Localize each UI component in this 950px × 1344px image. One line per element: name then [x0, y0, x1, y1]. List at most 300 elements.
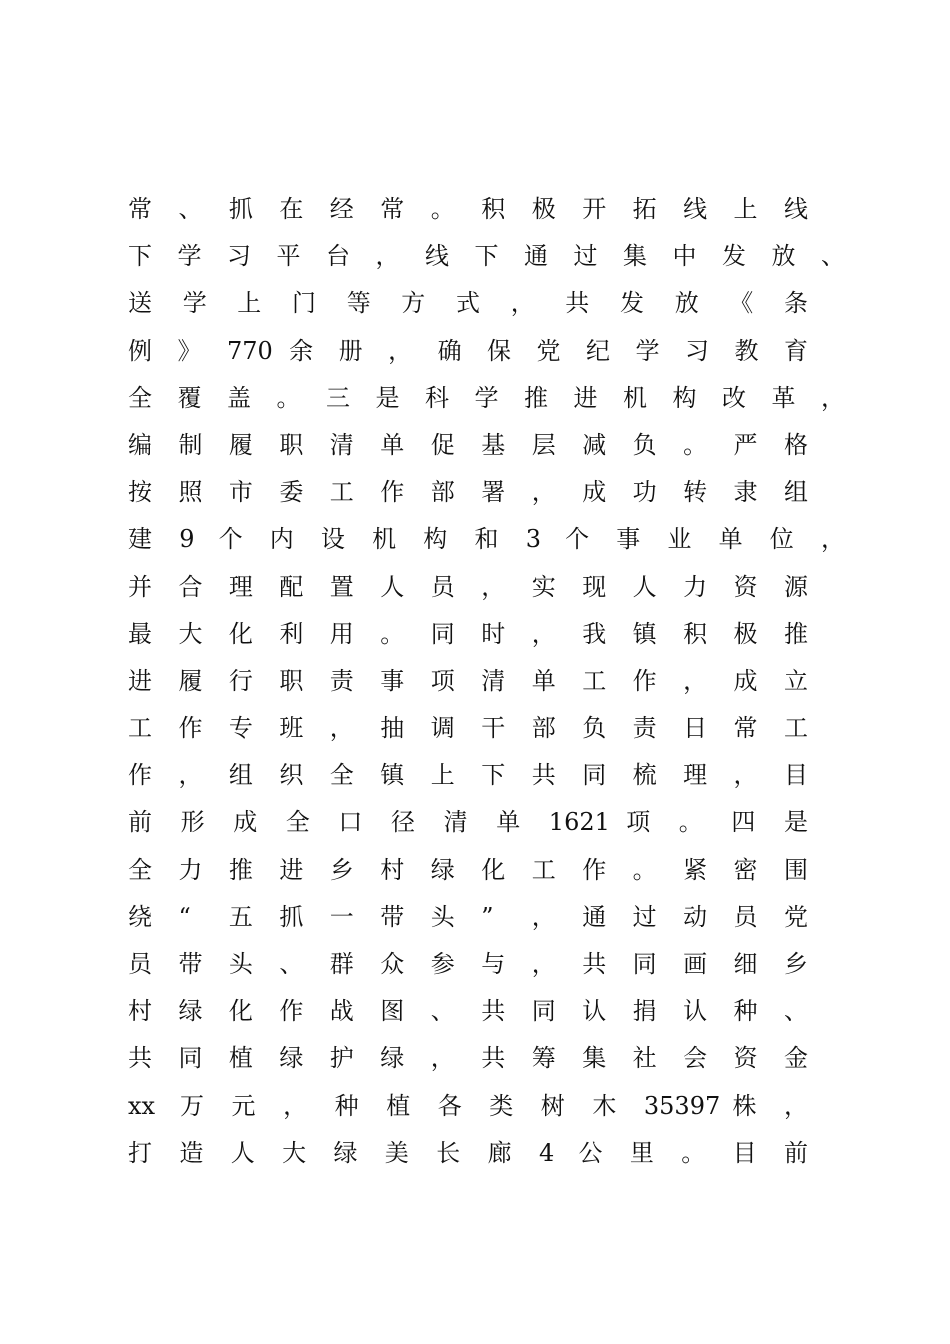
text-token: 促	[430, 430, 455, 459]
text-token: 市	[228, 478, 253, 507]
text-token: 事	[380, 666, 405, 695]
text-token: 。	[430, 195, 455, 223]
text-token: 建	[128, 525, 152, 554]
text-token: 画	[683, 950, 708, 978]
text-token: 长	[436, 1138, 461, 1167]
text-token: 线	[425, 242, 449, 271]
text-token: 与	[481, 950, 506, 978]
text-token: 一	[329, 902, 354, 931]
text-token: 是	[375, 383, 400, 412]
text-token: 社	[632, 1044, 657, 1073]
text-token: 下	[474, 242, 499, 271]
text-token: 组	[228, 761, 253, 790]
text-token: 经	[329, 195, 354, 223]
text-token: 推	[784, 619, 808, 648]
text-token: 密	[733, 855, 758, 884]
text-token: 。	[681, 1138, 706, 1167]
text-token: 等	[346, 289, 371, 318]
text-token: 过	[632, 902, 657, 931]
text-token: 纪	[586, 336, 610, 365]
text-token: 干	[481, 714, 506, 743]
text-token: 廊	[487, 1138, 512, 1167]
text-token: 科	[425, 383, 449, 412]
text-token: 用	[329, 619, 354, 648]
text-token: 员	[733, 902, 758, 931]
text-token: 绿	[430, 855, 455, 884]
text-token: 力	[178, 855, 203, 884]
text-token: 单	[380, 430, 405, 459]
text-token: 作	[582, 855, 607, 884]
text-token: 共	[565, 289, 590, 318]
text-token: 图	[380, 997, 405, 1026]
text-token: 上	[430, 761, 455, 790]
text-token: 共	[582, 950, 607, 978]
text-token: 工	[531, 855, 556, 884]
text-token: 同	[531, 997, 556, 1026]
text-token: 镇	[632, 619, 657, 648]
text-token: 个	[565, 525, 590, 554]
text-token: 战	[329, 997, 354, 1026]
text-token: 资	[733, 572, 758, 601]
text-token: 机	[623, 383, 647, 412]
text-line	[128, 1035, 850, 1082]
text-token: 集	[582, 1044, 607, 1073]
text-token: 职	[279, 666, 304, 695]
text-token: 构	[423, 525, 448, 554]
text-token: 隶	[733, 478, 758, 507]
text-token: ，	[821, 383, 845, 412]
text-token: 推	[228, 855, 253, 884]
text-token: 在	[279, 195, 304, 223]
text-token: 化	[481, 855, 506, 884]
text-token: 前	[784, 1138, 808, 1167]
text-token: 部	[531, 714, 556, 743]
text-token: 3	[525, 525, 541, 554]
text-token: 捐	[632, 997, 657, 1026]
text-token: 村	[128, 997, 152, 1026]
text-token: 是	[784, 808, 808, 837]
text-token: 严	[733, 430, 758, 459]
text-line	[128, 186, 850, 233]
text-token: 单	[496, 808, 521, 837]
text-token: 共	[531, 761, 556, 790]
text-token: 放	[674, 289, 699, 318]
text-token: 党	[784, 902, 808, 931]
text-token: 共	[128, 1044, 152, 1073]
text-line	[128, 564, 850, 611]
text-token: 教	[734, 336, 759, 365]
text-token: 行	[228, 666, 253, 695]
text-token: 学	[635, 336, 660, 365]
text-token: 绿	[178, 997, 203, 1026]
text-token: 习	[685, 336, 709, 365]
text-token: 类	[489, 1091, 514, 1120]
text-token: 负	[632, 430, 657, 459]
text-token: 护	[329, 1044, 354, 1073]
text-token: 常	[733, 714, 758, 743]
text-token: 五	[228, 902, 253, 931]
text-token: 保	[487, 336, 511, 365]
text-token: 人	[380, 572, 405, 601]
text-token: 确	[437, 336, 462, 365]
text-token: 、	[821, 242, 845, 271]
text-token: 现	[582, 572, 607, 601]
text-token: 积	[481, 195, 506, 223]
text-token: ，	[375, 242, 400, 271]
text-token: 组	[784, 478, 808, 507]
text-token: 。	[276, 383, 301, 412]
text-token: 革	[771, 383, 796, 412]
text-token: 。	[380, 619, 405, 648]
text-token: ，	[329, 714, 354, 743]
text-token: 日	[683, 714, 708, 743]
text-token: 抓	[228, 195, 253, 223]
text-token: 万	[180, 1091, 204, 1120]
text-token: 同	[430, 619, 455, 648]
text-token: 单	[718, 525, 743, 554]
text-token: 》	[177, 336, 202, 365]
text-token: 带	[380, 902, 405, 931]
text-line	[128, 988, 850, 1035]
text-token: 盖	[227, 383, 251, 412]
text-token: 同	[178, 1044, 203, 1073]
text-token: 层	[531, 430, 556, 459]
text-token: 学	[177, 242, 202, 271]
text-token: 线	[683, 195, 708, 223]
text-token: 动	[683, 902, 708, 931]
text-token: ，	[821, 525, 845, 554]
text-token: 4	[539, 1138, 555, 1167]
text-token: 清	[443, 808, 468, 837]
text-token: 员	[430, 572, 455, 601]
text-token: 发	[620, 289, 644, 318]
text-token: 育	[784, 336, 808, 365]
text-token: 植	[386, 1091, 411, 1120]
text-token: 集	[623, 242, 647, 271]
text-token: 770	[227, 336, 273, 365]
text-line	[128, 469, 850, 516]
text-token: 送	[128, 289, 152, 318]
text-token: 四	[731, 808, 756, 837]
text-token: 业	[667, 525, 692, 554]
text-token: 部	[430, 478, 455, 507]
text-token: 头	[430, 902, 455, 931]
text-token: 种	[334, 1091, 359, 1120]
text-token: 头	[228, 950, 253, 978]
text-token: 、	[430, 997, 455, 1026]
text-token: 木	[592, 1091, 617, 1120]
text-token: 抓	[279, 902, 304, 931]
text-token: 员	[128, 950, 152, 978]
text-token: 功	[632, 478, 657, 507]
text-line	[128, 328, 850, 375]
text-token: 编	[128, 430, 152, 459]
text-token: 署	[481, 478, 506, 507]
text-token: 35397	[643, 1091, 721, 1120]
text-token: 进	[279, 855, 304, 884]
text-token: 台	[326, 242, 350, 271]
text-token: 学	[474, 383, 499, 412]
text-token: 树	[540, 1091, 565, 1120]
text-line	[128, 611, 850, 658]
text-token: ，	[733, 761, 758, 790]
text-token: 筹	[531, 1044, 556, 1073]
text-token: 美	[384, 1138, 409, 1167]
text-token: 置	[329, 572, 354, 601]
text-token: 门	[292, 289, 316, 318]
text-token: 并	[128, 572, 152, 601]
text-token: ，	[510, 289, 535, 318]
text-token: 9	[179, 525, 195, 554]
text-token: 职	[279, 430, 304, 459]
text-token: 委	[279, 478, 304, 507]
text-token: 三	[326, 383, 350, 412]
text-token: 拓	[632, 195, 657, 223]
text-token: 、	[279, 950, 304, 978]
text-token: 通	[582, 902, 607, 931]
text-token: 常	[128, 195, 152, 223]
text-token: 履	[178, 666, 203, 695]
text-token: 和	[474, 525, 499, 554]
text-token: 株	[732, 1091, 757, 1120]
text-line	[128, 233, 850, 280]
text-token: 、	[784, 997, 808, 1026]
text-token: 单	[531, 666, 556, 695]
text-token: 群	[329, 950, 354, 978]
text-token: 设	[320, 525, 345, 554]
text-token: 全	[285, 808, 310, 837]
text-token: 专	[228, 714, 253, 743]
text-token: 梳	[632, 761, 657, 790]
text-token: 目	[784, 761, 808, 790]
text-token: 1621	[548, 808, 610, 837]
text-token: 作	[128, 761, 152, 790]
text-token: 格	[784, 430, 808, 459]
text-token: 上	[237, 289, 262, 318]
text-token: 里	[629, 1138, 654, 1167]
text-token: ，	[531, 619, 556, 648]
text-line	[128, 375, 850, 422]
text-token: 打	[128, 1138, 152, 1167]
text-token: 、	[178, 195, 203, 223]
text-line	[128, 705, 850, 752]
text-token: 成	[233, 808, 258, 837]
text-token: 细	[733, 950, 758, 978]
text-token: 余	[289, 336, 314, 365]
text-token: 各	[437, 1091, 462, 1120]
text-token: 力	[683, 572, 708, 601]
text-token: 全	[128, 855, 152, 884]
text-token: 内	[269, 525, 294, 554]
text-token: 化	[228, 619, 253, 648]
text-token: 减	[582, 430, 607, 459]
text-token: 乡	[784, 950, 808, 978]
text-token: 极	[531, 195, 556, 223]
text-token: 清	[329, 430, 354, 459]
text-token: 时	[481, 619, 506, 648]
text-token: 党	[536, 336, 561, 365]
text-token: 造	[179, 1138, 204, 1167]
text-token: 最	[128, 619, 152, 648]
text-token: ，	[531, 950, 556, 978]
text-token: 认	[683, 997, 708, 1026]
text-token: 中	[672, 242, 697, 271]
text-token: 制	[178, 430, 203, 459]
text-token: 同	[582, 761, 607, 790]
text-token: 进	[573, 383, 598, 412]
text-token: 方	[401, 289, 426, 318]
text-token: 作	[380, 478, 405, 507]
text-token: 转	[683, 478, 708, 507]
text-token: 人	[632, 572, 657, 601]
text-token: 学	[182, 289, 207, 318]
text-token: 过	[573, 242, 598, 271]
text-token: 放	[771, 242, 796, 271]
text-token: 下	[128, 242, 152, 271]
text-token: 绕	[128, 902, 152, 931]
text-line	[128, 799, 850, 846]
text-token: 责	[632, 714, 657, 743]
text-token: 例	[128, 336, 152, 365]
text-token: 同	[632, 950, 657, 978]
text-token: ”	[481, 902, 494, 931]
text-token: 工	[784, 714, 808, 743]
text-token: 上	[733, 195, 758, 223]
text-token: 带	[178, 950, 203, 978]
text-token: 理	[228, 572, 253, 601]
text-token: 全	[128, 383, 152, 412]
text-token: 照	[178, 478, 203, 507]
text-token: 配	[279, 572, 304, 601]
text-token: 覆	[177, 383, 202, 412]
text-token: 径	[391, 808, 415, 837]
text-token: ，	[784, 1091, 808, 1120]
text-token: 按	[128, 478, 152, 507]
text-token: 绿	[380, 1044, 405, 1073]
text-token: 形	[180, 808, 205, 837]
text-token: 积	[683, 619, 708, 648]
text-token: ，	[430, 1044, 455, 1073]
text-token: 班	[279, 714, 304, 743]
text-token: 项	[430, 666, 455, 695]
text-token: 常	[380, 195, 405, 223]
text-token: 人	[230, 1138, 255, 1167]
text-line	[128, 422, 850, 469]
text-token: 极	[733, 619, 758, 648]
text-token: ，	[178, 761, 203, 790]
text-token: 实	[531, 572, 556, 601]
text-token: 成	[733, 666, 758, 695]
text-token: 工	[582, 666, 607, 695]
text-token: 前	[128, 808, 152, 837]
text-token: 全	[329, 761, 354, 790]
text-token: 乡	[329, 855, 354, 884]
text-token: 改	[722, 383, 746, 412]
text-token: 基	[481, 430, 506, 459]
text-token: 平	[276, 242, 301, 271]
text-token: 位	[769, 525, 794, 554]
text-token: 化	[228, 997, 253, 1026]
text-token: 围	[784, 855, 808, 884]
text-token: 绿	[279, 1044, 304, 1073]
text-token: 利	[279, 619, 304, 648]
text-token: 源	[784, 572, 808, 601]
text-token: 大	[282, 1138, 307, 1167]
text-line	[128, 280, 850, 327]
text-token: 册	[338, 336, 363, 365]
text-token: “	[178, 902, 191, 931]
text-token: ，	[683, 666, 708, 695]
text-token: 责	[329, 666, 354, 695]
text-token: ，	[531, 902, 556, 931]
text-token: 镇	[380, 761, 405, 790]
text-token: 认	[582, 997, 607, 1026]
text-token: 履	[228, 430, 253, 459]
text-token: 作	[279, 997, 304, 1026]
text-line	[128, 516, 850, 563]
body-paragraph	[128, 186, 850, 1177]
text-token: 众	[380, 950, 405, 978]
text-token: 构	[672, 383, 697, 412]
text-token: 立	[784, 666, 808, 695]
text-token: 目	[732, 1138, 757, 1167]
text-token: 织	[279, 761, 304, 790]
text-token: 抽	[380, 714, 405, 743]
text-token: 作	[632, 666, 657, 695]
text-token: 植	[228, 1044, 253, 1073]
text-token: 调	[430, 714, 455, 743]
text-token: 条	[784, 289, 808, 318]
text-token: 开	[582, 195, 607, 223]
text-line	[128, 1083, 850, 1130]
text-token: 村	[380, 855, 405, 884]
text-token: 清	[481, 666, 506, 695]
text-token: 通	[524, 242, 548, 271]
text-token: 负	[582, 714, 607, 743]
text-token: 成	[582, 478, 607, 507]
text-token: 公	[578, 1138, 603, 1167]
text-token: 绿	[333, 1138, 358, 1167]
text-token: ，	[283, 1091, 308, 1120]
text-token: 口	[338, 808, 363, 837]
text-token: 我	[582, 619, 607, 648]
text-token: 作	[178, 714, 203, 743]
text-token: 种	[733, 997, 758, 1026]
text-token: ，	[481, 572, 506, 601]
text-token: 习	[227, 242, 251, 271]
text-token: ，	[388, 336, 413, 365]
text-line	[128, 847, 850, 894]
text-token: 下	[481, 761, 506, 790]
text-token: 推	[524, 383, 548, 412]
text-line	[128, 941, 850, 988]
text-token: 资	[733, 1044, 758, 1073]
text-token: 大	[178, 619, 203, 648]
text-token: 。	[678, 808, 703, 837]
text-line	[128, 1130, 850, 1177]
text-token: 式	[456, 289, 480, 318]
text-token: 进	[128, 666, 152, 695]
text-token: 理	[683, 761, 708, 790]
text-token: 事	[616, 525, 641, 554]
text-token: 线	[784, 195, 808, 223]
text-token: xx	[128, 1091, 156, 1120]
text-token: 工	[128, 714, 152, 743]
text-token: 《	[729, 289, 754, 318]
text-token: 。	[632, 855, 657, 884]
text-token: 参	[430, 950, 455, 978]
text-token: 金	[784, 1044, 808, 1073]
